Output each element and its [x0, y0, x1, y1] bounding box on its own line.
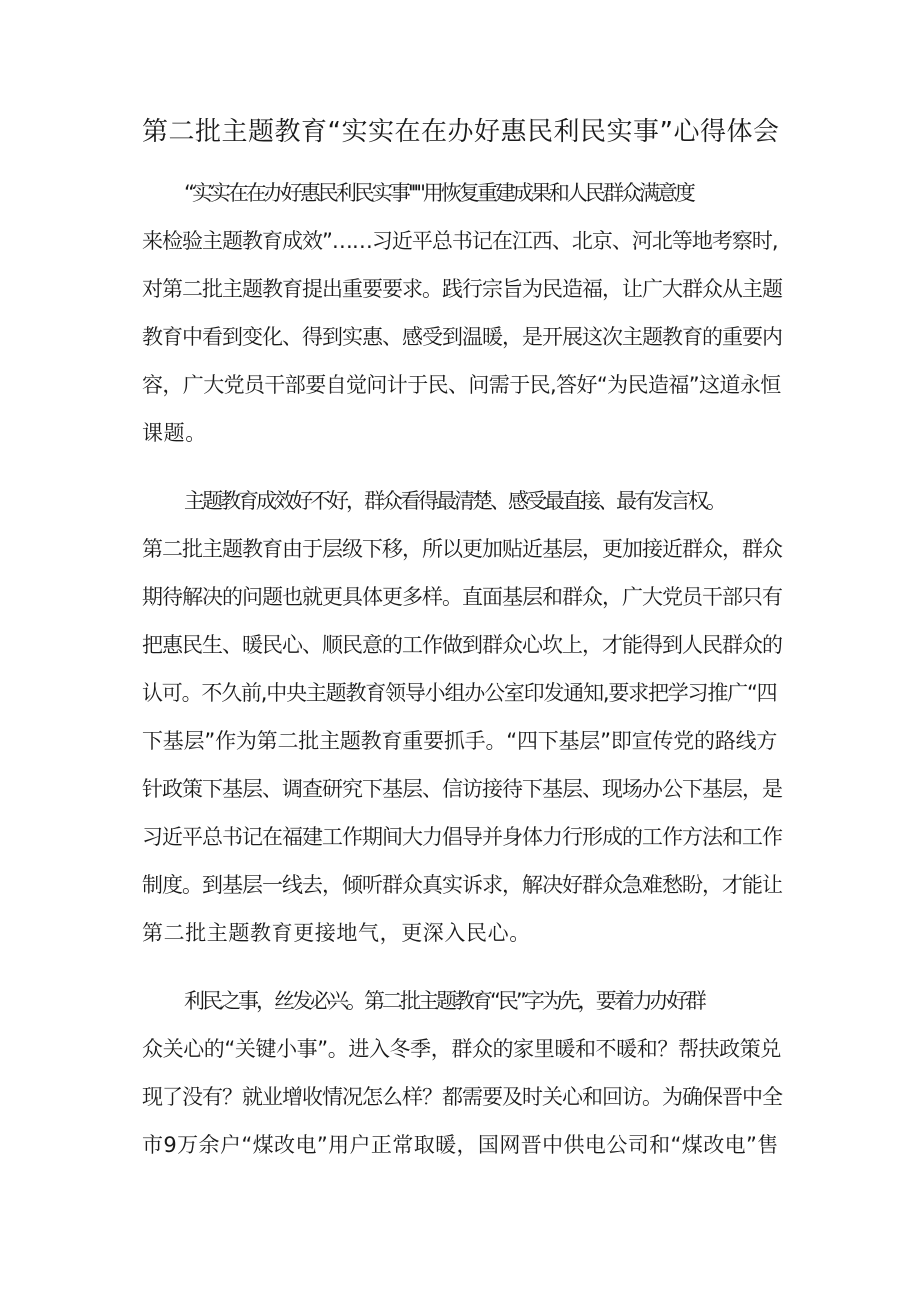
- paragraph-2-line-2: 第二批主题教育由于层级下移，所以更加贴近基层，更加接近群众，群众: [142, 537, 782, 561]
- paragraph-1-line-2: 来检验主题教育成效”……习近平总书记在江西、北京、河北等地考察时,: [142, 229, 778, 253]
- paragraph-1-line-3: 对第二批主题教育提出重要要求。践行宗旨为民造福，让广大群众从主题: [142, 277, 782, 301]
- paragraph-3-line-3: 现了没有？就业增收情况怎么样？都需要及时关心和回访。为确保晋中全: [142, 1085, 782, 1109]
- paragraph-3-line-1: 利民之事，丝发必兴。第二批主题教育“民”字为先，要着力办好群: [184, 989, 704, 1013]
- paragraph-2-line-9: 制度。到基层一线去，倾听群众真实诉求，解决好群众急难愁盼，才能让: [142, 873, 782, 897]
- paragraph-2-line-8: 习近平总书记在福建工作期间大力倡导并身体力行形成的工作方法和工作: [142, 825, 782, 849]
- paragraph-3-line-4: 市9万余户“煤改电”用户正常取暖，国网晋中供电公司和“煤改电”售: [142, 1133, 779, 1157]
- paragraph-1-line-1: “实实在在办好惠民利民实事'''"用恢复重建成果和人民群众满意度: [184, 181, 693, 205]
- paragraph-2-line-7: 针政策下基层、调查研究下基层、信访接待下基层、现场办公下基层，是: [142, 777, 782, 801]
- paragraph-2-line-5: 认可。不久前,中央主题教育领导小组办公室印发通知,要求把学习推广“四: [142, 681, 777, 705]
- paragraph-2-line-1: 主题教育成效好不好，群众看得最清楚、感受最直接、最有发言权。: [184, 489, 724, 513]
- document-title: 第二批主题教育“实实在在办好惠民利民实事”心得体会: [142, 117, 780, 147]
- paragraph-2-line-6: 下基层”作为第二批主题教育重要抓手。“四下基层”即宣传党的路线方: [142, 729, 778, 753]
- paragraph-1-line-5: 容，广大党员干部要自觉问计于民、问需于民,答好“为民造福”这道永恒: [142, 373, 781, 397]
- paragraph-3-line-2: 众关心的“关键小事”。进入冬季，群众的家里暖和不暖和？帮扶政策兑: [142, 1037, 781, 1061]
- paragraph-2-line-4: 把惠民生、暖民心、顺民意的工作做到群众心坎上，才能得到人民群众的: [142, 633, 782, 657]
- paragraph-2-line-10: 第二批主题教育更接地气，更深入民心。: [142, 921, 531, 945]
- paragraph-2-line-3: 期待解决的问题也就更具体更多样。直面基层和群众，广大党员干部只有: [142, 585, 782, 609]
- paragraph-1-line-4: 教育中看到变化、得到实惠、感受到温暖，是开展这次主题教育的重要内: [142, 325, 782, 349]
- paragraph-1-line-6: 课题。: [142, 421, 207, 445]
